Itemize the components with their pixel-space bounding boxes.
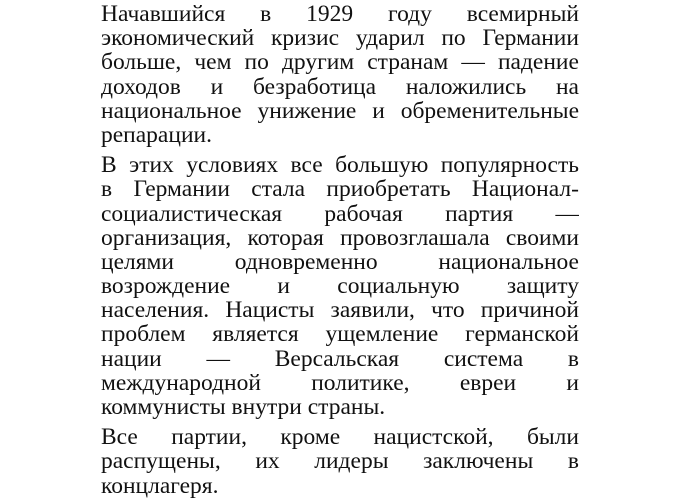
word: приобретать [326, 177, 451, 202]
text-line [101, 347, 579, 371]
word: ударил [355, 26, 425, 51]
word: Начавшийся [101, 2, 226, 27]
paragraph [101, 153, 579, 419]
word: Германии [133, 177, 230, 202]
word: в [567, 449, 579, 474]
word: международной [101, 370, 261, 395]
word: репарации. [101, 122, 212, 148]
text-line [101, 75, 579, 99]
word: лидеры [314, 449, 389, 474]
word: были [526, 425, 579, 450]
word: году [388, 2, 432, 27]
word: 1929 [306, 2, 354, 27]
text-line [101, 395, 579, 419]
word: организация, [101, 225, 232, 250]
word: возрождение [101, 274, 231, 299]
text-line [101, 26, 579, 50]
word: заявили, [330, 298, 415, 323]
word: их [255, 449, 280, 474]
word: по [244, 50, 269, 75]
text-line [101, 449, 579, 473]
word: национальное [438, 249, 579, 275]
word: партии, [171, 425, 247, 450]
word: Версальская [274, 346, 400, 371]
word: германской [465, 322, 579, 347]
word: и [566, 370, 579, 395]
word: проблем [101, 322, 186, 347]
word: унижение [257, 98, 357, 123]
word: наложились [405, 74, 527, 99]
word: рабочая [324, 201, 403, 226]
word: заключены [423, 449, 534, 474]
word: внутри [231, 395, 302, 420]
word: все [290, 153, 323, 178]
word: Нацисты [225, 298, 315, 323]
word: и [277, 274, 290, 299]
word: на [555, 74, 579, 99]
document-text [101, 2, 579, 498]
word: что [431, 298, 465, 323]
word: — [555, 201, 579, 226]
word: Национал- [471, 177, 579, 202]
word: коммунисты [101, 395, 226, 420]
word: чем [194, 50, 232, 75]
word: другим [281, 50, 355, 75]
word: целями [101, 249, 174, 275]
word: защиту [506, 274, 579, 299]
text-line [101, 274, 579, 298]
word: в [567, 346, 579, 371]
word: Германии [482, 26, 579, 51]
text-line [101, 153, 579, 177]
word: социалистическая [101, 201, 283, 226]
text-line [101, 474, 579, 498]
word: В [101, 153, 117, 178]
word: Все [101, 425, 138, 450]
text-line [101, 50, 579, 74]
word: доходов [101, 74, 181, 99]
paragraph [101, 2, 579, 147]
text-line [101, 202, 579, 226]
word: кроме [280, 425, 341, 450]
word: экономический [101, 26, 255, 51]
text-line [101, 177, 579, 201]
word: обременительные [400, 98, 579, 123]
word: популярность [440, 153, 579, 178]
word: этих [129, 153, 174, 178]
word: ущемление [325, 322, 439, 347]
word: одновременно [234, 249, 378, 275]
paragraph [101, 425, 579, 498]
word: странам [367, 50, 449, 75]
word: социальную [337, 274, 460, 299]
text-line [101, 226, 579, 250]
word: и [210, 74, 224, 99]
word: — [206, 346, 230, 371]
word: которая [247, 225, 324, 250]
word: большую [335, 153, 429, 178]
word: политике, [311, 370, 410, 395]
text-line [101, 123, 579, 147]
word: всемирный [466, 2, 579, 27]
word: условиях [186, 153, 279, 178]
word: распущены, [101, 449, 221, 474]
word: партия [445, 201, 514, 226]
word: является [212, 322, 299, 347]
word: система [443, 346, 524, 371]
word: стала [251, 177, 306, 202]
word: нации [101, 346, 162, 371]
word: национальное [101, 98, 242, 123]
word: своими [505, 225, 579, 250]
word: евреи [459, 370, 517, 395]
word: причиной [480, 298, 579, 323]
text-line [101, 2, 579, 26]
word: безработица [252, 74, 377, 99]
word: концлагеря. [101, 473, 219, 498]
text-line [101, 322, 579, 346]
word: в [260, 2, 272, 27]
text-line [101, 250, 579, 274]
word: по [441, 26, 466, 51]
word: страны. [307, 395, 386, 420]
word: больше, [101, 50, 182, 75]
word: и [372, 98, 385, 123]
text-line [101, 99, 579, 123]
word: падение [497, 50, 579, 75]
word: нацистской, [373, 425, 494, 450]
text-line [101, 371, 579, 395]
word: кризис [271, 26, 340, 51]
word: в [101, 177, 113, 202]
word: населения. [101, 298, 210, 323]
word: провозглашала [340, 225, 490, 250]
text-line [101, 425, 579, 449]
word: — [461, 50, 485, 75]
text-line [101, 298, 579, 322]
